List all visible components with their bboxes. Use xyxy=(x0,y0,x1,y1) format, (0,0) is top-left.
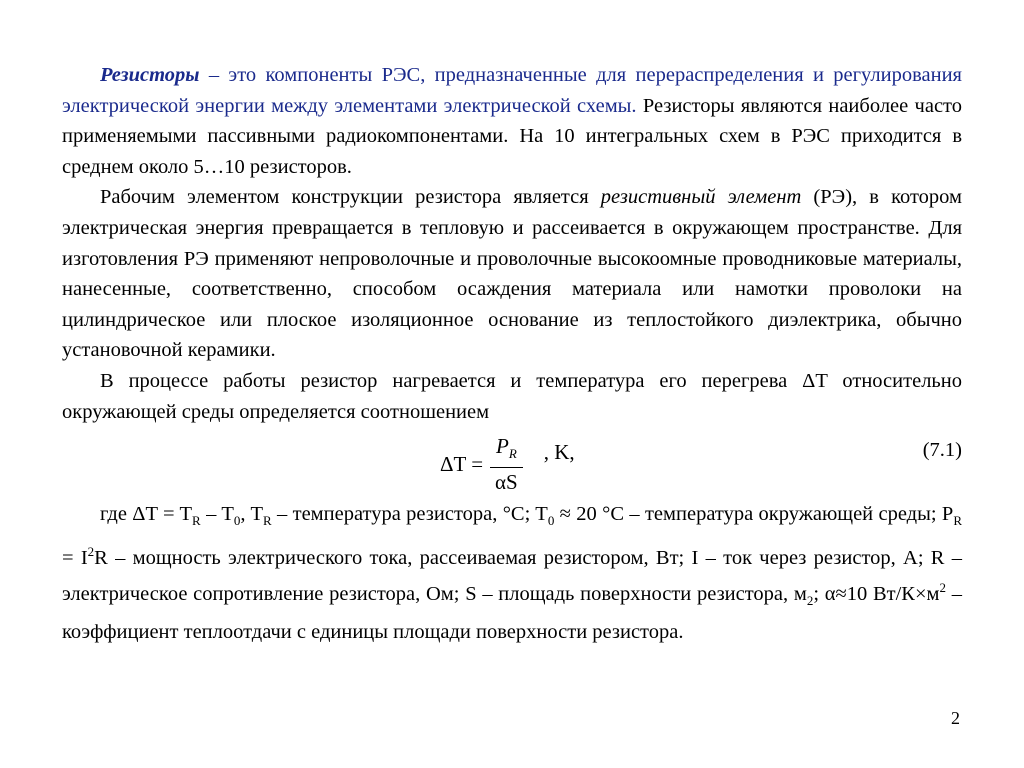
p4-a: где ΔT = T xyxy=(100,503,193,526)
paragraph-definition-rest: Резисторы являются наиболее часто применяемыми пассивными радиокомпонентами. На 10 интегральных схем в РЭС приходится в среднем около 5…10 резисторов. xyxy=(62,94,962,178)
numerator-p: P xyxy=(496,434,509,459)
p4-sup-2: 2 xyxy=(87,543,95,559)
p4-sub-pr: R xyxy=(953,513,963,529)
paragraph-resistive-element xyxy=(62,182,962,366)
p4-sub-02: 0 xyxy=(547,513,555,529)
definition-text: – это компоненты РЭС, предназначенные для перераспределения и регулирования электрической энергии между элементами электрической схемы. xyxy=(62,64,962,117)
formula-7-1 xyxy=(440,433,575,496)
p2-pre: Рабочим элементом конструкции резистора является xyxy=(100,186,601,209)
p3-text: В процессе работы резистор нагревается и температура его перегрева ΔT относительно окружающей среды определяется соотношением xyxy=(62,369,962,423)
term-resistive-element: резистивный элемент xyxy=(600,186,802,209)
formula-unit: , K, xyxy=(543,440,575,465)
equation-number: (7.1) xyxy=(922,439,962,462)
paragraph-heating xyxy=(62,366,962,427)
formula-denominator: αS xyxy=(495,470,518,495)
p4-i: – коэффициент теплоотдачи с единицы площади поверхности резистора. xyxy=(62,583,962,643)
p4-sub-r2: R xyxy=(262,513,272,529)
formula-lhs: ΔT = xyxy=(440,452,484,477)
p4-g: R – мощность электрического тока, рассеиваемая резистором, Вт; I – ток через резистор, А; R – электрическое сопротивление резистора, Ом; S – площадь поверхности резистора, м xyxy=(62,546,962,606)
page-number: 2 xyxy=(951,708,960,728)
p4-sub-0: 0 xyxy=(233,513,241,529)
p4-b: – T xyxy=(200,503,234,526)
formula-numerator xyxy=(490,433,523,468)
formula-row xyxy=(62,431,962,495)
p4-e: ≈ 20 °C – температура окружающей среды; P xyxy=(554,503,954,526)
paragraph-definition xyxy=(62,60,962,182)
p2-post: (РЭ), в котором электрическая энергия превращается в тепловую и рассеивается в окружающем пространстве. Для изготовления РЭ применяют непроволочные и проволочные высокоомные проводниковые материалы, нанесенные, соответственно, способом осаждения материала или намотки проволоки на цилиндрическое или плоское изоляционное основание из теплостойкого диэлектрика, обычно установочной керамики. xyxy=(62,186,962,362)
numerator-sub: R xyxy=(508,446,517,462)
p4-h: ; α≈10 Вт/К×м xyxy=(813,583,940,606)
formula-fraction xyxy=(489,433,524,496)
p4-d: – температура резистора, °C; T xyxy=(271,503,548,526)
paragraph-legend xyxy=(62,499,962,647)
p4-sup-2b: 2 xyxy=(939,580,947,596)
p4-c: , T xyxy=(240,503,263,526)
body-text xyxy=(62,60,962,647)
p4-f: = I xyxy=(62,546,88,569)
p4-sub-r: R xyxy=(192,513,201,529)
term-resistors: Резисторы xyxy=(100,64,200,86)
p4-sub-m: 2 xyxy=(806,593,814,609)
